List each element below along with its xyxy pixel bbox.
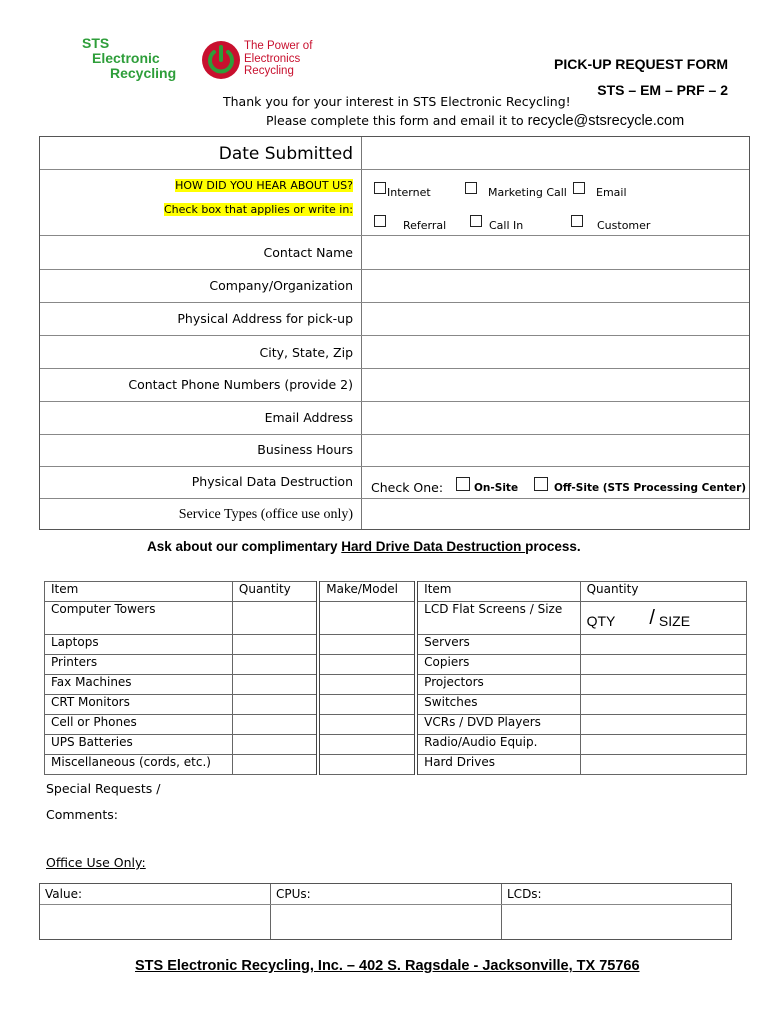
service-types-label: Service Types (office use only) <box>178 507 353 522</box>
on-site-checkbox[interactable] <box>456 477 470 491</box>
business-hours-field[interactable] <box>362 435 750 466</box>
quantity-cell-right[interactable] <box>580 655 746 675</box>
make-model-cell[interactable] <box>318 715 416 735</box>
marketing-call-checkbox[interactable] <box>465 182 477 194</box>
customer-label: Customer <box>597 219 651 232</box>
quantity-cell[interactable] <box>232 635 318 655</box>
make-model-cell[interactable] <box>318 695 416 715</box>
item-name: Laptops <box>45 635 233 655</box>
call-in-label: Call In <box>489 219 524 232</box>
quantity-cell-right[interactable] <box>580 635 746 655</box>
item-name: Printers <box>45 655 233 675</box>
internet-checkbox[interactable] <box>374 182 386 194</box>
quantity-cell[interactable] <box>232 695 318 715</box>
company-logo-text <box>82 36 176 81</box>
date-submitted-field[interactable] <box>362 137 750 169</box>
table-row <box>45 755 747 775</box>
value-label: Value: <box>45 887 82 901</box>
table-row <box>45 602 747 635</box>
tagline-line-3: Recycling <box>244 65 294 77</box>
logo-line-3: Recycling <box>110 65 177 81</box>
item-name-right: Hard Drives <box>416 755 580 775</box>
item-name: UPS Batteries <box>45 735 233 755</box>
item-name-right: Switches <box>416 695 580 715</box>
header-quantity: Quantity <box>232 582 318 602</box>
email-label: Email <box>596 186 627 199</box>
table-row <box>45 635 747 655</box>
instructions-text <box>266 113 684 129</box>
table-row <box>45 655 747 675</box>
header-item: Item <box>45 582 233 602</box>
call-in-checkbox[interactable] <box>470 215 482 227</box>
quantity-cell[interactable] <box>232 755 318 775</box>
logo-tagline <box>244 40 312 78</box>
address-label: Physical Address for pick-up <box>177 311 353 326</box>
quantity-cell[interactable] <box>232 655 318 675</box>
header-quantity-right: Quantity <box>580 582 746 602</box>
form-code: STS – EM – PRF – 2 <box>597 82 728 98</box>
make-model-cell[interactable] <box>318 655 416 675</box>
logo-line-2: Electronic <box>92 50 160 66</box>
email-checkbox[interactable] <box>573 182 585 194</box>
qty-label: QTY <box>586 613 616 629</box>
referral-checkbox[interactable] <box>374 215 386 227</box>
make-model-cell[interactable] <box>318 602 416 635</box>
company-field[interactable] <box>362 270 750 302</box>
footer-address: STS Electronic Recycling, Inc. – 402 S. Ragsdale - Jacksonville, TX 75766 <box>135 958 640 974</box>
item-name: Cell or Phones <box>45 715 233 735</box>
off-site-label: Off-Site (STS Processing Center) <box>554 482 747 494</box>
slash-label: / <box>649 607 655 629</box>
quantity-cell-right[interactable] <box>580 695 746 715</box>
table-row <box>45 675 747 695</box>
on-site-label: On-Site <box>474 482 519 494</box>
hard-drive-promo <box>147 539 581 554</box>
quantity-cell-right[interactable] <box>580 675 746 695</box>
power-icon <box>201 40 241 80</box>
email-address-field[interactable] <box>362 402 750 434</box>
header-make-model: Make/Model <box>318 582 416 602</box>
item-name-right: Servers <box>416 635 580 655</box>
item-name-right: VCRs / DVD Players <box>416 715 580 735</box>
size-label: SIZE <box>658 613 691 629</box>
form-title-block <box>554 51 728 103</box>
city-state-zip-label: City, State, Zip <box>259 345 353 360</box>
hear-about-label: HOW DID YOU HEAR ABOUT US? <box>175 179 353 192</box>
tagline-line-1: The Power of <box>244 40 313 52</box>
quantity-cell-right[interactable] <box>580 755 746 775</box>
check-one-label: Check One: <box>371 480 444 495</box>
quantity-cell-right[interactable] <box>580 735 746 755</box>
qty-size-cell[interactable] <box>580 602 746 635</box>
promo-prefix: Ask about our complimentary <box>147 539 342 554</box>
item-name: Miscellaneous (cords, etc.) <box>45 755 233 775</box>
service-types-field[interactable] <box>362 499 750 530</box>
address-field[interactable] <box>362 303 750 335</box>
quantity-cell[interactable] <box>232 602 318 635</box>
off-site-checkbox[interactable] <box>534 477 548 491</box>
items-table <box>44 581 747 775</box>
item-name-right: Projectors <box>416 675 580 695</box>
table-row <box>45 695 747 715</box>
items-header-row <box>45 582 747 602</box>
office-use-table <box>39 883 732 940</box>
email-address-label: Email Address <box>264 410 353 425</box>
check-box-label: Check box that applies or write in: <box>164 203 353 216</box>
item-name-right: Copiers <box>416 655 580 675</box>
cpus-label: CPUs: <box>276 887 311 901</box>
contact-name-label: Contact Name <box>263 245 353 260</box>
data-destruction-label: Physical Data Destruction <box>191 474 353 489</box>
lcds-label: LCDs: <box>507 887 542 901</box>
special-requests-label: Special Requests / <box>46 781 161 796</box>
contact-name-field[interactable] <box>362 236 750 269</box>
quantity-cell-right[interactable] <box>580 715 746 735</box>
internet-label: Internet <box>387 186 431 199</box>
referral-label: Referral <box>403 219 447 232</box>
phone-label: Contact Phone Numbers (provide 2) <box>128 377 353 392</box>
item-name: Computer Towers <box>45 602 233 635</box>
customer-checkbox[interactable] <box>571 215 583 227</box>
thanks-text: Thank you for your interest in STS Electronic Recycling! <box>223 94 571 109</box>
comments-label: Comments: <box>46 807 118 822</box>
promo-suffix: process. <box>525 539 581 554</box>
business-hours-label: Business Hours <box>257 442 353 457</box>
logo-line-1: STS <box>82 35 110 51</box>
make-model-cell[interactable] <box>318 735 416 755</box>
email-link[interactable]: recycle@stsrecycle.com <box>527 113 685 129</box>
marketing-call-label: Marketing Call <box>488 186 567 199</box>
item-name: Fax Machines <box>45 675 233 695</box>
date-submitted-label: Date Submitted <box>218 144 353 164</box>
instructions-prefix: Please complete this form and email it to <box>266 113 524 128</box>
item-name-right: LCD Flat Screens / Size <box>416 602 580 635</box>
quantity-cell[interactable] <box>232 715 318 735</box>
quantity-cell[interactable] <box>232 675 318 695</box>
make-model-cell[interactable] <box>318 635 416 655</box>
item-name-right: Radio/Audio Equip. <box>416 735 580 755</box>
company-label: Company/Organization <box>209 278 353 293</box>
table-row <box>45 715 747 735</box>
city-state-zip-field[interactable] <box>362 336 750 368</box>
phone-field[interactable] <box>362 369 750 401</box>
make-model-cell[interactable] <box>318 755 416 775</box>
request-form <box>39 136 750 530</box>
promo-link: Hard Drive Data Destruction <box>341 539 526 554</box>
table-row <box>45 735 747 755</box>
quantity-cell[interactable] <box>232 735 318 755</box>
form-title: PICK-UP REQUEST FORM <box>554 56 728 72</box>
item-name: CRT Monitors <box>45 695 233 715</box>
header-item-right: Item <box>416 582 580 602</box>
office-use-heading: Office Use Only: <box>46 855 146 870</box>
tagline-line-2: Electronics <box>244 52 301 65</box>
make-model-cell[interactable] <box>318 675 416 695</box>
